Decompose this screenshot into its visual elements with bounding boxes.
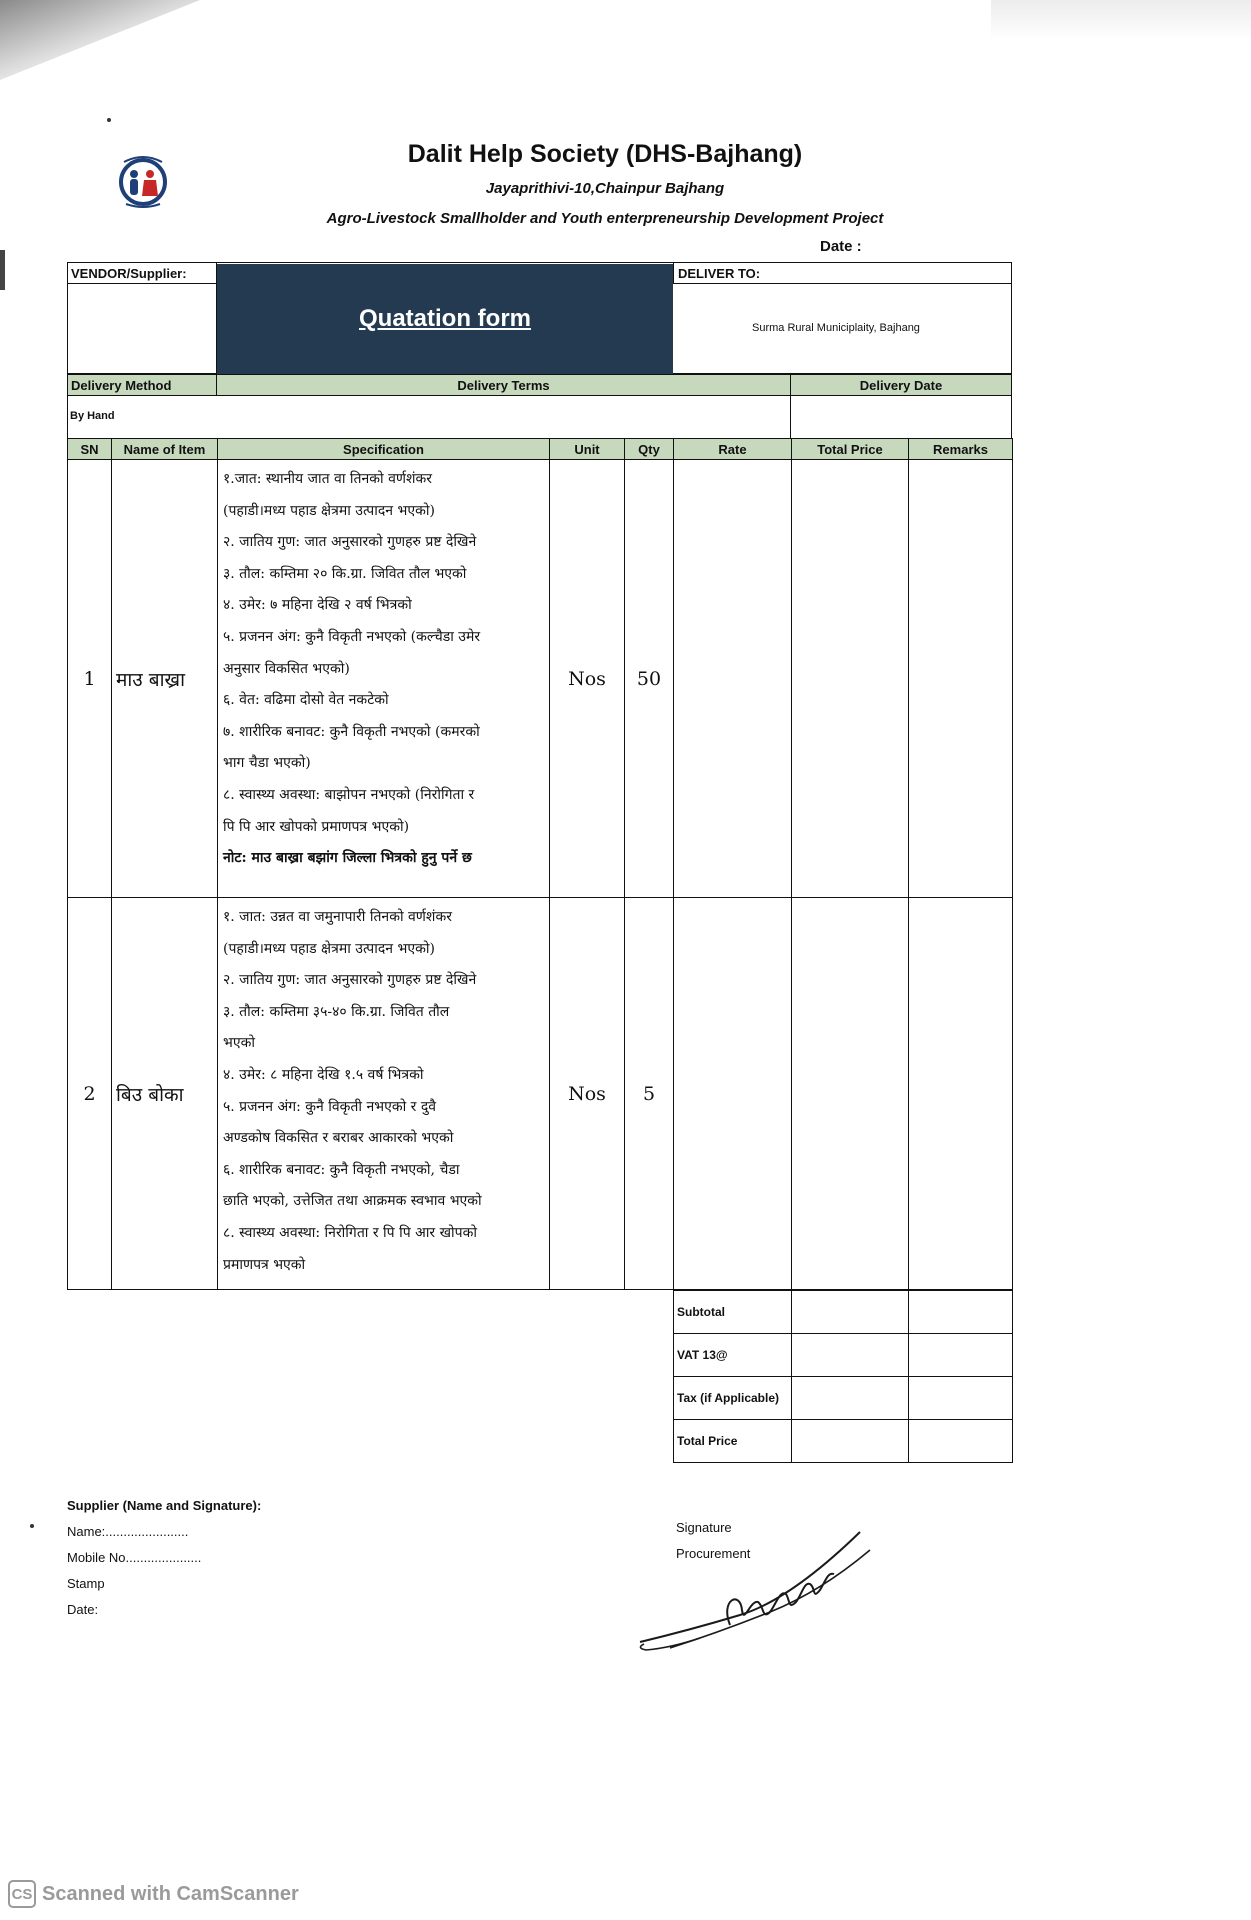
totals-row — [674, 1420, 1013, 1463]
spec-line: (पहाडी।मध्य पहाड क्षेत्रमा उत्पादन भएको) — [223, 940, 435, 957]
signature-label: Signature — [676, 1520, 732, 1535]
delivery-method-value: By Hand — [70, 410, 115, 422]
table-row — [68, 898, 1013, 1290]
date-label: Date : — [820, 238, 862, 255]
spec-line: ८. स्वास्थ्य अवस्था: बाझोपन नभएको (निरोगिता र — [223, 786, 475, 803]
project-name: Agro-Livestock Smallholder and Youth enterpreneurship Development Project — [326, 210, 884, 227]
supplier-stamp-field: Stamp — [67, 1576, 105, 1591]
spec-line: ३. तौल: कम्तिमा २० कि.ग्रा. जिवित तौल भएको — [223, 565, 467, 582]
supplier-block — [67, 1493, 261, 1623]
col-header: Total Price — [792, 439, 909, 460]
totals-row — [674, 1377, 1013, 1420]
deliver-to-label: DELIVER TO: — [678, 266, 761, 281]
spec-note: नोट: माउ बाख्रा बझांग जिल्ला भित्रको हुनु पर्ने छ — [223, 850, 472, 867]
spec-line: ५. प्रजनन अंग: कुनै विकृती नभएको (कल्चैडा उमेर — [223, 628, 481, 645]
col-header: Name of Item — [112, 439, 218, 460]
supplier-heading: Supplier (Name and Signature): — [67, 1498, 262, 1513]
deliver-to-value: Surma Rural Municiplaity, Bajhang — [752, 322, 920, 334]
tax-remarks — [909, 1377, 1013, 1420]
subtotal-value — [792, 1291, 909, 1334]
row-total-price — [792, 898, 909, 1290]
total-price-remarks — [909, 1420, 1013, 1463]
delivery-terms-header: Delivery Terms — [216, 374, 791, 396]
total-price-value — [792, 1420, 909, 1463]
spec-line: भएको — [223, 1035, 255, 1052]
row-unit: Nos — [550, 898, 625, 1290]
scan-shadow-right — [991, 0, 1251, 40]
row-unit: Nos — [550, 460, 625, 898]
row-qty: 50 — [625, 460, 674, 898]
row-total-price — [792, 460, 909, 898]
col-header: Unit — [550, 439, 625, 460]
row-specification — [218, 898, 550, 1290]
spec-line: ६. शारीरिक बनावट: कुनै विकृती नभएको, चैडा — [223, 1161, 460, 1178]
table-row — [68, 460, 1013, 898]
scan-dot — [30, 1524, 34, 1528]
table-header-row — [68, 439, 1013, 460]
supplier-date-field: Date: — [67, 1602, 99, 1617]
totals-table — [673, 1290, 1013, 1463]
tax-value — [792, 1377, 909, 1420]
vat-label: VAT 13@ — [674, 1334, 792, 1377]
vendor-label: VENDOR/Supplier: — [71, 266, 187, 281]
total-price-label: Total Price — [674, 1420, 792, 1463]
vat-remarks — [909, 1334, 1013, 1377]
row-item-name: बिउ बोका — [112, 898, 218, 1290]
spec-line: ३. तौल: कम्तिमा ३५-४० कि.ग्रा. जिवित तौल — [223, 1003, 450, 1020]
handwritten-signature — [630, 1520, 880, 1660]
spec-line: ४. उमेर: ८ महिना देखि १.५ वर्ष भित्रको — [223, 1066, 424, 1083]
procurement-label: Procurement — [676, 1546, 751, 1561]
camscanner-watermark — [8, 1880, 299, 1908]
row-rate — [674, 460, 792, 898]
org-address: Jayaprithivi-10,Chainpur Bajhang — [485, 180, 725, 197]
spec-line: १. जात: उन्नत वा जमुनापारी तिनको वर्णशंकर — [223, 909, 452, 925]
scan-edge-mark — [0, 250, 5, 290]
spec-line: ६. वेत: वढिमा दोसो वेत नकटेको — [223, 692, 389, 709]
spec-line: ५. प्रजनन अंग: कुनै विकृती नभएको र दुवै — [223, 1098, 437, 1115]
row-sn: 1 — [68, 460, 112, 898]
row-rate — [674, 898, 792, 1290]
camscanner-icon: CS — [8, 1880, 36, 1908]
org-name: Dalit Help Society (DHS-Bajhang) — [407, 140, 803, 168]
subtotal-label: Subtotal — [674, 1291, 792, 1334]
watermark-text: Scanned with CamScanner — [42, 1882, 299, 1905]
col-header: Remarks — [909, 439, 1013, 460]
spec-line: अनुसार विकसित भएको) — [223, 660, 350, 677]
row-remarks — [909, 898, 1013, 1290]
col-header: Qty — [625, 439, 674, 460]
form-title-block — [217, 264, 673, 374]
totals-row — [674, 1291, 1013, 1334]
spec-line: १.जात: स्थानीय जात वा तिनको वर्णशंकर — [223, 471, 433, 487]
subtotal-remarks — [909, 1291, 1013, 1334]
vat-value — [792, 1334, 909, 1377]
row-qty: 5 — [625, 898, 674, 1290]
scan-dot — [107, 118, 111, 122]
spec-line: ४. उमेर: ७ महिना देखि २ वर्ष भित्रको — [223, 597, 412, 614]
spec-line: पि पि आर खोपको प्रमाणपत्र भएको) — [223, 818, 410, 835]
row-specification — [218, 460, 550, 898]
delivery-divider — [790, 395, 791, 439]
row-item-name: माउ बाख्रा — [112, 460, 218, 898]
spec-line: ८. स्वास्थ्य अवस्था: निरोगिता र पि पि आर खोपको — [223, 1224, 477, 1241]
delivery-date-header: Delivery Date — [790, 374, 1012, 396]
delivery-method-header: Delivery Method — [67, 374, 217, 396]
items-table — [67, 438, 1013, 1290]
row-sn: 2 — [68, 898, 112, 1290]
totals-row — [674, 1334, 1013, 1377]
col-header: Specification — [218, 439, 550, 460]
spec-line: २. जातिय गुण: जात अनुसारको गुणहरु प्रष्ट देखिने — [223, 534, 477, 551]
spec-line: अण्डकोष विकसित र बराबर आकारको भएको — [223, 1130, 454, 1147]
col-header: Rate — [674, 439, 792, 460]
spec-line: प्रमाणपत्र भएको — [223, 1256, 306, 1273]
spec-line: (पहाडी।मध्य पहाड क्षेत्रमा उत्पादन भएको) — [223, 502, 435, 519]
form-title: Quatation form — [359, 305, 531, 332]
col-header: SN — [68, 439, 112, 460]
supplier-mobile-field: Mobile No..................... — [67, 1550, 202, 1565]
supplier-name-field: Name:....................... — [67, 1524, 189, 1539]
spec-line: २. जातिय गुण: जात अनुसारको गुणहरु प्रष्ट देखिने — [223, 972, 477, 989]
tax-label: Tax (if Applicable) — [674, 1377, 792, 1420]
spec-line: छाति भएको, उत्तेजित तथा आक्रमक स्वभाव भएको — [223, 1193, 482, 1210]
row-remarks — [909, 460, 1013, 898]
spec-line: ७. शारीरिक बनावट: कुनै विकृती नभएको (कमरको — [223, 723, 480, 740]
spec-line: भाग चैडा भएको) — [223, 755, 311, 772]
scan-shadow — [0, 0, 200, 80]
delivery-values-row — [67, 395, 1012, 439]
